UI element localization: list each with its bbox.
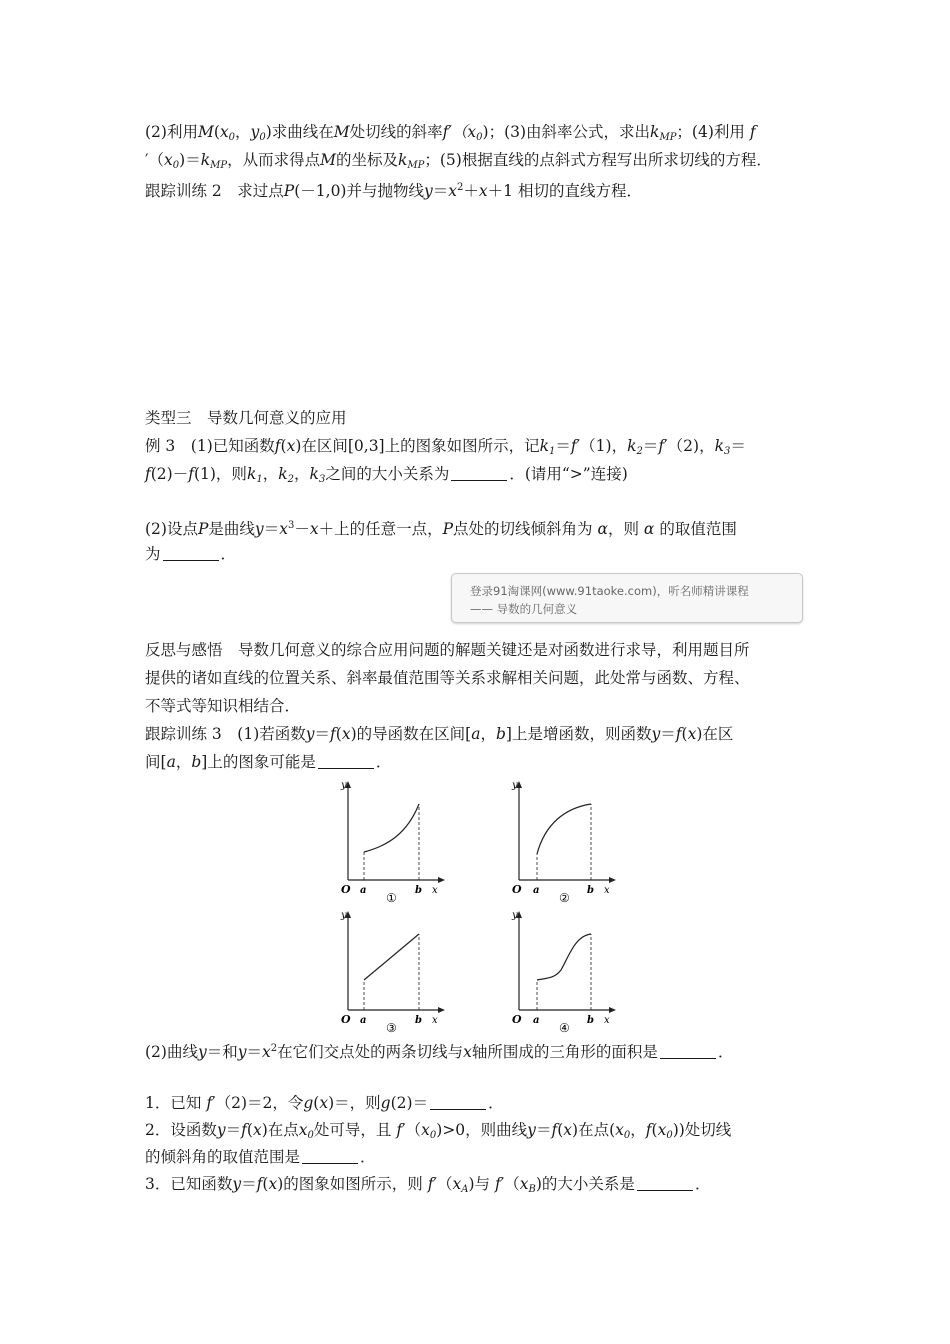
answer-blank[interactable] bbox=[660, 1044, 716, 1059]
origin-label: O bbox=[512, 883, 522, 896]
reflection-text: 提供的诸如直线的位置关系、斜率最值范围等关系求解相关问题，此处常与函数、方程、 bbox=[145, 669, 750, 687]
graph-option-2 bbox=[503, 776, 623, 906]
graph-option-4 bbox=[503, 906, 623, 1036]
answer-blank[interactable] bbox=[318, 754, 374, 769]
section-heading: 类型三 导数几何意义的应用 bbox=[145, 409, 347, 427]
answer-blank[interactable] bbox=[451, 466, 507, 481]
b-label: b bbox=[415, 885, 422, 896]
x-axis-label: x bbox=[604, 1015, 610, 1026]
text-line: (2)利用$M(x_0$，$y_0$)求曲线在M处切线的斜率$f'(x_0)$；(3)由斜率公式，求出$k_{MP}$；(4)利用 f bbox=[145, 123, 756, 143]
origin-label: O bbox=[512, 1013, 522, 1026]
answer-blank[interactable] bbox=[163, 546, 219, 561]
text-line: (2)曲线y＝和$y=x^2$在它们交点处的两条切线与x轴所围成的三角形的面积是 ． bbox=[145, 1043, 734, 1061]
option-label: ② bbox=[559, 891, 570, 905]
answer-blank[interactable] bbox=[302, 1149, 358, 1164]
answer-blank[interactable] bbox=[430, 1095, 486, 1110]
origin-label: O bbox=[341, 883, 351, 896]
y-axis-label: y bbox=[341, 780, 347, 791]
origin-label: O bbox=[341, 1013, 351, 1026]
graph-option-3 bbox=[332, 906, 452, 1036]
y-axis-label: y bbox=[512, 780, 518, 791]
example-3: 例 3 (1)已知函数f(x)在区间[0,3]上的图象如图所示，记$k_1=f'(1)$，$k_2=f'(2)$，$k_3=$ bbox=[145, 437, 746, 457]
x-axis-label: x bbox=[432, 885, 438, 896]
practice-2: 2．设函数y＝f(x)在点$x_0$处可导，且 $f'(x_0)>0$，则曲线y＝f(x)在点($x_0$，$f(x_0)$)处切线 bbox=[145, 1121, 732, 1141]
banner-line-2: —— 导数的几何意义 bbox=[470, 602, 578, 616]
a-label: a bbox=[533, 885, 540, 896]
course-link-banner[interactable] bbox=[451, 573, 803, 623]
text-line: (2)设点P是曲线$y=x^3-x+$上的任意一点，P点处的切线倾斜角为 α，则 α 的取值范围 bbox=[145, 520, 737, 538]
y-axis-label: y bbox=[512, 910, 518, 921]
b-label: b bbox=[587, 885, 594, 896]
a-label: a bbox=[360, 885, 367, 896]
a-label: a bbox=[360, 1015, 367, 1026]
option-label: ③ bbox=[386, 1021, 397, 1035]
exercise-3: 跟踪训练 3 (1)若函数y＝f(x)的导函数在区间[a，b]上是增函数，则函数y＝f(x)在区 bbox=[145, 725, 734, 743]
text-line: f(2)－f(1)，则$k_1$，$k_2$，$k_3$之间的大小关系为 ．(请用“>”连接) bbox=[145, 465, 628, 485]
x-axis-label: x bbox=[432, 1015, 438, 1026]
reflection-text: 不等式等知识相结合． bbox=[145, 697, 301, 715]
reflection-text: 反思与感悟 导数几何意义的综合应用问题的解题关键还是对函数进行求导，利用题目所 bbox=[145, 641, 750, 659]
practice-3: 3．已知函数y＝f(x)的图象如图所示，则 $f'(x_A)$与 $f'(x_B)$的大小关系是 ． bbox=[145, 1175, 711, 1195]
exercise-2: 跟踪训练 2 求过点P(－1,0)并与抛物线$y=x^2+x+1$ 相切的直线方程． bbox=[145, 182, 642, 200]
text-line: 的倾斜角的取值范围是 ． bbox=[145, 1148, 376, 1166]
option-label: ① bbox=[386, 891, 397, 905]
x-axis-label: x bbox=[604, 885, 610, 896]
answer-blank[interactable] bbox=[637, 1176, 693, 1191]
option-label: ④ bbox=[559, 1021, 570, 1035]
b-label: b bbox=[587, 1015, 594, 1026]
text-line: 为 ． bbox=[145, 545, 237, 563]
banner-line-1: 登录91淘课网(www.91taoke.com)，听名师精讲课程 bbox=[470, 584, 749, 598]
text-line: 间[a，b]上的图象可能是 ． bbox=[145, 753, 392, 771]
text-line: $'(x_0)=k_{MP}$，从而求得点M的坐标及$k_{MP}$；(5)根据直线的点斜式方程写出所求切线的方程． bbox=[145, 151, 772, 171]
y-axis-label: y bbox=[341, 910, 347, 921]
a-label: a bbox=[533, 1015, 540, 1026]
b-label: b bbox=[415, 1015, 422, 1026]
practice-1: 1．已知 f′（2)＝2，令g(x)＝，则g(2)＝ ． bbox=[145, 1094, 504, 1112]
graph-option-1 bbox=[332, 776, 452, 906]
